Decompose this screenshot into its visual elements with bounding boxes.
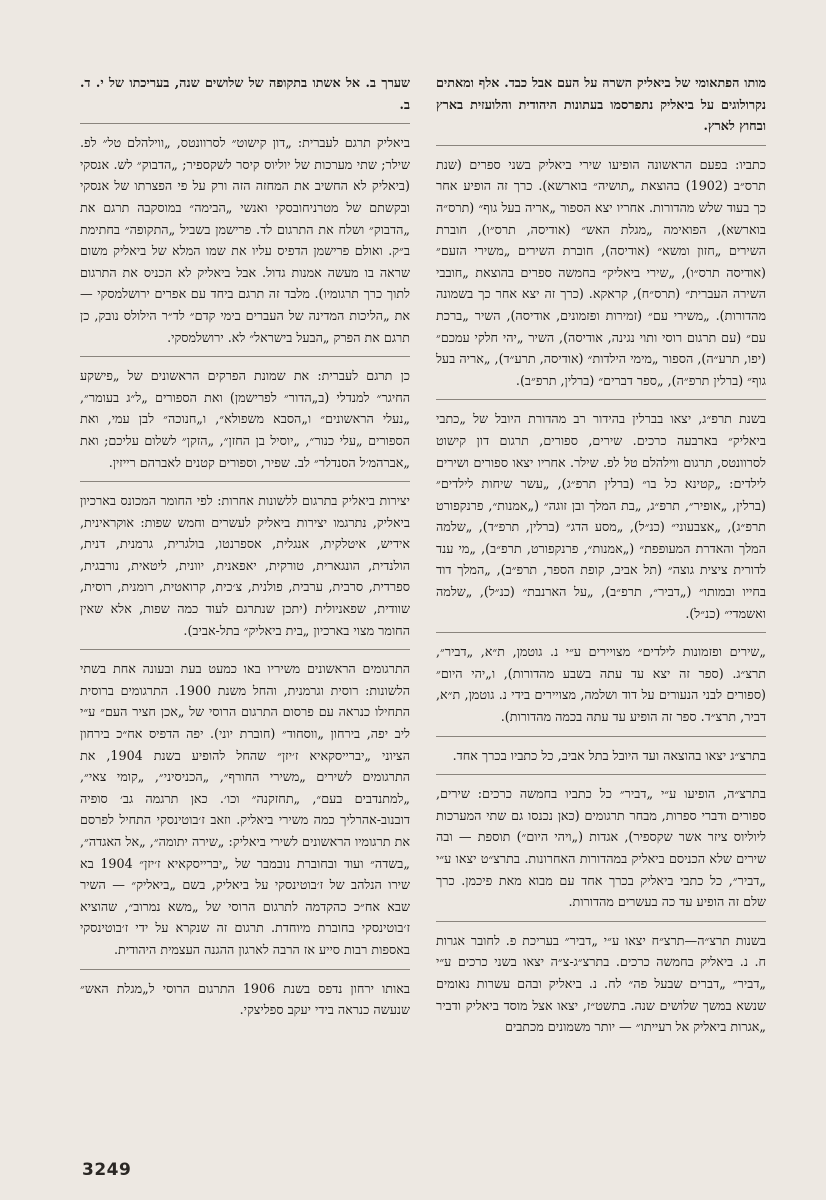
paragraph-translated-languages: יצירות ביאליק בתרגום ללשונות אחרות: לפי החומר המכונס בארכיון ביאליק, נתרגמו יצירות ביאליק לעשרים וחמש שפות: אוקראינית, אידיש, איטלקית, אנגלית, אספרנטו, בולגרית, גרמנית, דנית, הולנדית, הונגארית, טורקית, יאפאנית, יוונית, ליטאית, נורבגית, ספרדית, סרבית, ערבית, פולנית, צ׳כית, קרואטית, רומנית, רוסית, שוודית, שפאניולית (יתכן שנתרגם לעוד כמה שפות, אלא שאין החומר מצוי בארכיון „בית ביאליק״ בתל-אביב). xyxy=(80,481,410,641)
paragraph-dvir-five-volumes: בתרצ״ה, הופיעו ע״י „דביר״ כל כתביו בחמשה כרכים: שירים, ספורים ודברי ספרות, מבחר תרגומים (כאן נכנסו גם שתי המערכות ליוליוס ציזר אשר שקספיר), אגדות („ויהי היום״) תוספת — ובה שירים שלא הכניסם ביאליק במהדורות האחרונות. בתרצ״ט יצאו ע״י „דביר״, כל כתבי ביאליק בכרך אחד עם מבוא מאת פיכמן. כרך שלם זה הופיע עד כה בעשרים מהדורות. xyxy=(436,774,766,913)
right-column xyxy=(436,72,766,1142)
paragraph-more-translations: כן תרגם לעברית: את שמונת הפרקים הראשונים של „פישקע החיגר״ למנדלי (ב„הדור״ לפרישמן) ואת הספורים „ל״ג בעומר״, „נעלי הראשונים״ ו„הסבא משפולא״, ו„חנוכה״ לבן עמי, ואת הספורים „עלי כנור״, „יוסיל בן החזן״, „הזקן״ לשלום עליכם; ואת „אברהמ׳ל הסנדלר״ לב. שפיר, וספורים קטנים לאברהם רייזין. xyxy=(80,356,410,473)
paragraph-single-volume: בתרצ״ג יצאו בהוצאה ועד היובל בתל אביב, כל כתביו בכרך אחד. xyxy=(436,736,766,767)
left-column xyxy=(80,72,410,1142)
page-number: 3249 xyxy=(82,1160,132,1180)
paragraph-writings: כתביו: בפעם הראשונה הופיעו שירי ביאליק בשני ספרים (שנת תרס״ב (1902) בהוצאת „תושיה״ בוארשא). כרך זה הופיע אחר כך בעוד שלש מהדורות. אחריו יצא הספור „אריה בעל גוף״ (תרס״ה בוארשא), הפואימה „מגלת האש״ (אודיסה, תרס״ו), חוברת השירים „חזון ומשא״ (אודיסה), חוברת השירים „משירי הזעם״ (אודיסה תרס״ו), „שירי ביאליק״ בחמשה ספרים בהוצאת „חובבי השירה העברית״ (תרס״ח), קראקא. (כרך זה יצא אחר כך בשמונה מהדורות). „משירי עם״ (זמירות ופזמונים, אודיסה), השיר „ברכת עם״ (עם תרגום רוסי ותוי נגינה, אודיסה), השיר „יהי חלקי עמכם״ (יפו, תרע״ה), הספור „מימי הילדות״ (אודיסה, תרע״ד), „אריה בעל גוף״ (ברלין תרפ״ה), „ספר דברים״ (ברלין, תרפ״ב). xyxy=(436,145,766,392)
paragraph-bialik-death: מותו הפתאומי של ביאליק השרה על העם אבל כבד. אלף ומאתים נקרולוגים על ביאליק נתפרסמו בעתונות היהודית והלועזית בארץ ובחוץ לארץ. xyxy=(436,75,766,134)
paragraph-jubilee-edition: בשנת תרפ״ג, יצאו בברלין בהידור רב מהדורת היובל של „כתבי ביאליק״ בארבעה כרכים. שירים, ספורים, תרגום דון קישוט לסרוונטס, תרגום ווילהלם טל לפ. שילר. אחריו יצאו ספורים ושירים לילדים: „קטינא כל בו״ (ברלין תרפ״ג), „עשר שיחות לילדים״ (ברלין, „אופיר״, תרפ״ג, „בת המלך ובן זוגה״ („אמנות״, פרנקפורט תרפ״ג), „אצבעוני״ (כנ״ל), „מסע הדג״ (ברלין, תרפ״ד), „שלמה המלך והאדרת המעופפת״ („אמנות״, פרנקפורט, תרפ״ב), „מי ענד לדורית ציצית גוצה״ (תל אביב, קופת הספר, תרפ״ב), „המלך דוד בחייו ובמותו״ („דביר״, תרפ״ב), „על הארנבת״ (כנ״ל), „שלמה ואשמדי״ (כנ״ל). xyxy=(436,399,766,624)
paragraph-children-songs: „שירים ופזמונות לילדים״ מצויירים ע״י נ. גוטמן, ת״א, „דביר״, תרצ״ג. (ספר זה יצא עד עתה בשבע מהדורות), ו„יהי היום״ (ספורים לבני הנעורים על דוד ושלמה, מצויירים בידי נ. גוטמן, ת״א, דביר, תרצ״ד. ספר זה הופיע עד עתה בכמה מהדורות). xyxy=(436,632,766,727)
paragraph-letters: בשנות תרצ״ה—תרצ״ח יצאו ע״י „דביר״ בעריכת פ. לחובר אגרות ח. נ. ביאליק בחמשה כרכים. בתרצ״ג-צ״ה יצאו בשני כרכים ע״י „דביר״ „דברים שבעל פה״ לח. נ. ביאליק ובהם עשרות נאומים שנשא במשך שלושים שנה. בתשט״ז, יצאו אצל מוסד ביאליק ודביר „אגרות ביאליק אל רעייתו״ — יותר משמונים מכתבים xyxy=(436,921,766,1038)
paragraph-letters-continued: שערך ב. אל אשתו בתקופה של שלושים שנה, בעריכתו של י. ד. ב. xyxy=(80,75,410,112)
paragraph-1906-translation: באותו ירחון נדפס בשנת 1906 התרגום הרוסי ל„מגלת האש״ שנעשה כנראה בידי יעקב ספליצקי. xyxy=(80,969,410,1021)
paragraph-translations-by-bialik: ביאליק תרגם לעברית: „דון קישוט״ לסרוונטס, „ווילהלם טל״ לפ. שילר; שתי מערכות של יוליוס קיסר לשקספיר; „הדבוק״ לש. אנסקי (ביאליק לא החשיב את המחזה הזה ורק על פי הפצרתו של אנסקי ובקשתם של מטרניחובסקי ואנשי „הבימה״ במוסקבה תרגם את „הדבוק״ ושלח את התרגום לד. פרישמן בשביל „התקופה״ בחתימת ב״ק. ואולם פרישמן הדפיס עליו את שמו המלא של ביאליק משום שראה בו מעשה אמנות גדול. אבל ביאליק לא הכניס את התרגום לתוך כרך תרגומיו). מלבד זה תרגם ביחד עם אפרים ירושלמסקי — את „הליכות המדינה של העברים בימי קדם״ לד״ר הילולס נובק, כן תרגם את הפרק „הבעל בישראל״ לא. ירושלמסקי. xyxy=(80,123,410,348)
paragraph-first-translations: התרגומים הראשונים משיריו באו כמעט בעת ובעונה אחת בשתי הלשונות: רוסית וגרמנית, והחל משנת 1900. התרגומים ברוסית התחילו כנראה עם פרסום התרגום הרוסי של „אכן חציר העם״ ע״י ליב יפה, בירחון „ווסחוד״ (חוברת יוני). יפה הדפיס אח״כ בירחון הציוני „יברייסקאיא ז׳יזן״ שהחל להופיע בשנת 1904, את התרגומים לשירים „משירי החורף״, „הכניסיני״, „קומי צאי״, „למתנדבים בעם״, „תחזקנה״ וכו׳. כאן תרגמה גב׳ סופיה דובנוב-אהרליך כמה משירי ביאליק. וזאב ז׳בוטינסקי התחיל לפרסם את תרגומיו הראשונים לשירי ביאליק: „שירה יתומה״, „אל האגדה״, „בשדה״ ועוד ובחוברת נובמבר של „יברייסקאיא ז׳יזן״ 1904 בא שירו הנלהב של ז׳בוטינסקי על ביאליק, בשם „ביאליק״ — השיר שבא אח״כ כהקדמה לתרגום הרוסי של „משא נמרוב״, שהוציא ז׳בוטינסקי בחוברת מיוחדת. תרגום זה שנקרא על ידי ז׳בוטינסקי באספות רבות סייע אז הרבה לארגון ההגנה העצמית היהודית. xyxy=(80,649,410,960)
